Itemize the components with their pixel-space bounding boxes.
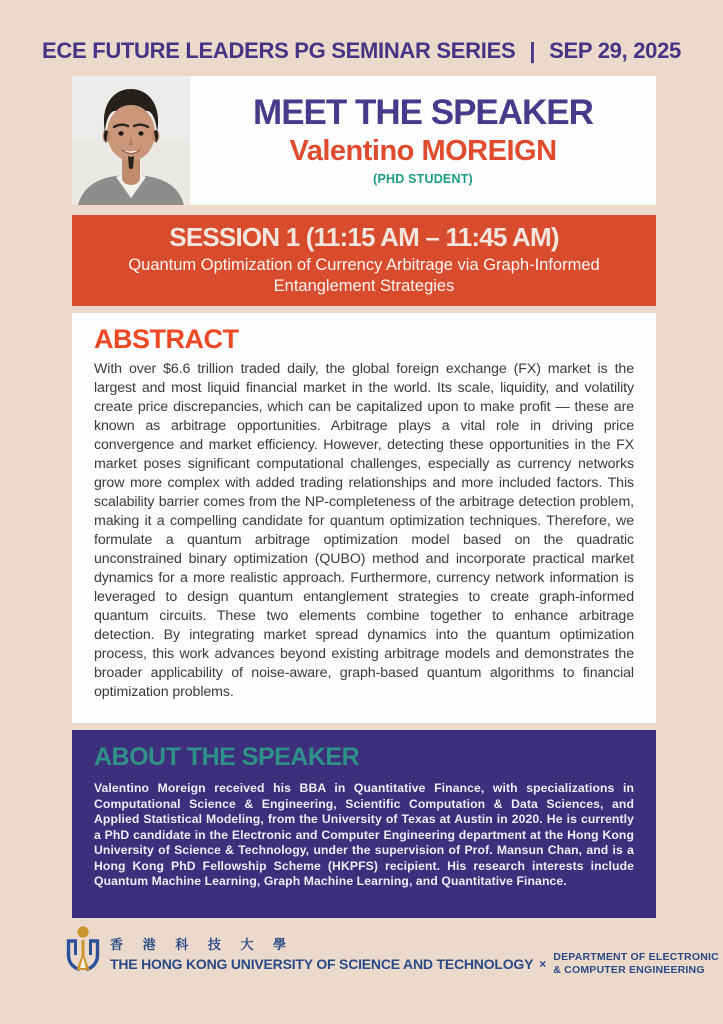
about-speaker-heading: ABOUT THE SPEAKER — [94, 743, 360, 771]
abstract-card — [72, 313, 656, 723]
banner-separator: | — [529, 38, 536, 63]
footer — [63, 924, 719, 976]
session-topic: Quantum Optimization of Currency Arbitrage via Graph-Informed Entanglement Strategies — [128, 256, 600, 295]
hkust-logo-icon — [63, 926, 103, 973]
hkust-emblem-icon — [63, 926, 103, 973]
speaker-role: (PHD STUDENT) — [373, 171, 473, 186]
x-separator-icon: × — [539, 957, 547, 971]
abstract-body: With over $6.6 trillion traded daily, the global foreign exchange (FX) market is the largest and most liquid financial market in the world. Its scale, liquidity, and volatility create price discrepancies, which can be capitalized upon to make profit — these are known as arbitrage opportunities. Arbitrage plays a vital role in driving price convergence and market efficiency. However, detecting these opportunities in the FX market poses significant computational challenges, especially as currency networks grow more complex with added trading relationships and more included factors. This scalability barrier comes from the NP-completeness of the arbitrage detection problem, making it a compelling candidate for quantum optimization techniques. Therefore, we formulate a quantum arbitrage optimization model based on the quadratic unconstrained binary optimization (QUBO) method and incorporate practical market dynamics for a more realistic approach. Furthermore, currency network information is leveraged to design quantum entanglement strategies to create graph-informed quantum circuits. These two elements combine together to enhance arbitrage detection. By integrating market spread dynamics into the quantum optimization process, this work advances beyond existing arbitrage models and demonstrates the broader applicability of noise-aware, graph-based quantum algorithms to financial optimization problems. — [94, 361, 634, 700]
speaker-photo — [72, 76, 190, 205]
about-speaker-body: Valentino Moreign received his BBA in Quantitative Finance, with specializations in Computational Science & Engineering, Scientific Computation & Data Sciences, and Applied Statistical Modeling, from the University of Texas at Austin in 2020. He is currently a PhD candidate in the Electronic and Computer Engineering department at the Hong Kong University of Science & Technology, under the supervision of Prof. Mansun Chan, and is a Hong Kong PhD Fellowship Scheme (HKPFS) recipient. His research interests include Quantum Machine Learning, Graph Machine Learning, and Quantitative Finance. — [94, 781, 634, 888]
department-name — [553, 951, 719, 977]
university-name-block — [110, 934, 533, 972]
speaker-headshot-illustration — [72, 76, 190, 205]
university-name-english: THE HONG KONG UNIVERSITY OF SCIENCE AND TECHNOLOGY — [110, 956, 534, 972]
seminar-series-banner — [0, 38, 723, 64]
abstract-heading: ABSTRACT — [94, 324, 239, 354]
speaker-name: Valentino MOREIGN — [289, 134, 557, 167]
header-card — [72, 76, 656, 205]
session-banner — [72, 215, 656, 306]
header-text-block — [190, 76, 656, 205]
department-name-line1: DEPARTMENT OF ELECTRONIC — [553, 951, 719, 963]
meet-the-speaker-title: MEET THE SPEAKER — [253, 92, 593, 132]
about-speaker-card — [72, 730, 656, 918]
department-name-line2: & COMPUTER ENGINEERING — [553, 964, 705, 976]
seminar-date: SEP 29, 2025 — [549, 38, 681, 63]
session-title: SESSION 1 (11:15 AM – 11:45 AM) — [169, 222, 559, 252]
university-name-chinese: 香 港 科 技 大 學 — [110, 937, 295, 952]
seminar-series-title: ECE FUTURE LEADERS PG SEMINAR SERIES — [42, 38, 516, 63]
